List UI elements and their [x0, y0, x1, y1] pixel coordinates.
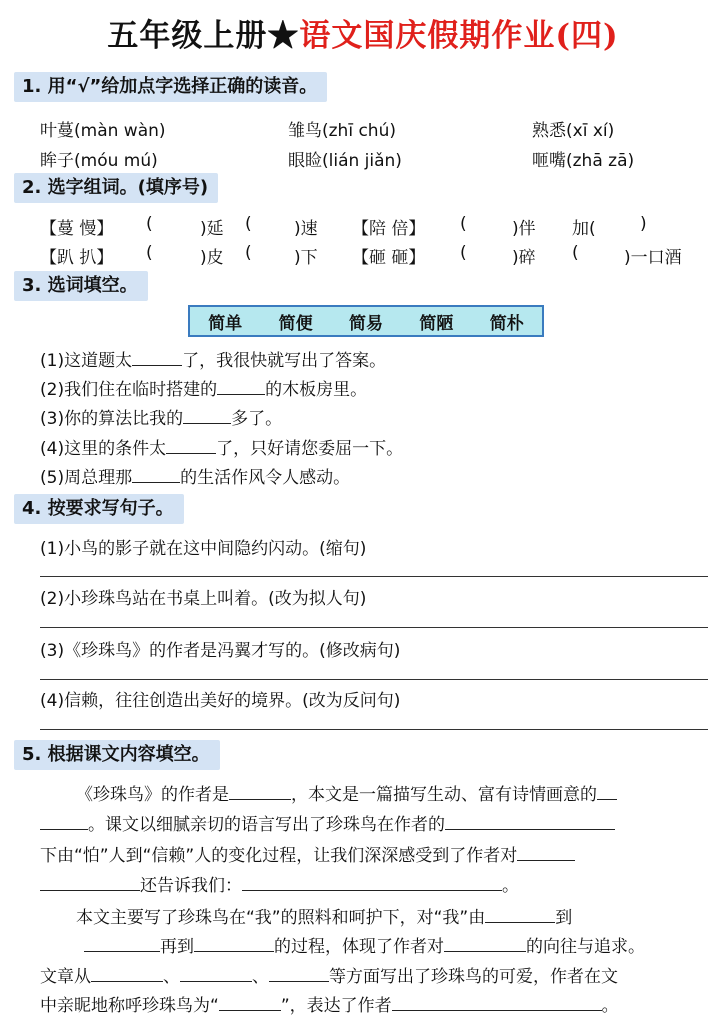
section-4-heading: 4. 按要求写句子。 [14, 494, 184, 524]
passage-line: 文章从 、 、 等方面写出了珍珠鸟的可爱，作者在文 [40, 967, 618, 987]
word-part: 加( [572, 219, 596, 239]
answer-blank[interactable] [445, 813, 615, 830]
page-title [0, 10, 726, 55]
word-part: )一口酒 [624, 248, 682, 268]
title-main: 语文国庆假期作业(四) [299, 18, 619, 54]
word-part: )皮 [200, 248, 224, 268]
pinyin-item: 叶蔓(màn wàn) [40, 121, 166, 141]
pinyin-item: 眼睑(lián jiǎn) [288, 151, 402, 171]
passage-line: 本文主要写了珍珠鸟在“我”的照料和呵护下，对“我”由 到 [76, 908, 573, 928]
rewrite-question: (2)小珍珠鸟站在书桌上叫着。(改为拟人句) [40, 589, 367, 609]
word-part: )伴 [512, 219, 536, 239]
fill-question: (1)这道题太 了，我很快就写出了答案。 [40, 351, 387, 371]
answer-blank[interactable] [269, 965, 329, 982]
word-part: )延 [200, 219, 224, 239]
fill-question: (3)你的算法比我的 多了。 [40, 409, 283, 429]
paren: ( [245, 243, 252, 263]
answer-blank[interactable] [392, 994, 602, 1011]
answer-line[interactable] [40, 729, 708, 730]
fill-question: (5)周总理那 的生活作风令人感动。 [40, 468, 351, 488]
word-part: )下 [294, 248, 318, 268]
section-2-heading: 2. 选字组词。(填序号) [14, 173, 218, 203]
char-pair: 【陪 倍】 [352, 219, 426, 239]
word-part: )速 [294, 219, 318, 239]
passage-line: 中亲昵地称呼珍珠鸟为“ ”，表达了作者 。 [40, 996, 619, 1016]
answer-line[interactable] [40, 576, 708, 577]
char-pair: 【砸 砸】 [352, 248, 426, 268]
answer-blank[interactable] [229, 783, 291, 800]
answer-blank[interactable] [485, 906, 555, 923]
answer-blank[interactable] [40, 813, 88, 830]
pinyin-item: 雏鸟(zhī chú) [288, 121, 396, 141]
word-bank-item: 简朴 [489, 313, 524, 334]
paren: ) [640, 214, 647, 234]
passage-line: 《珍珠鸟》的作者是 ，本文是一篇描写生动、富有诗情画意的 [76, 780, 726, 805]
answer-blank[interactable] [517, 844, 575, 861]
answer-blank[interactable] [132, 349, 182, 366]
answer-blank[interactable] [194, 935, 274, 952]
answer-blank[interactable] [180, 965, 252, 982]
answer-blank[interactable] [597, 783, 617, 800]
paren: ( [146, 243, 153, 263]
paren: ( [146, 214, 153, 234]
rewrite-question: (1)小鸟的影子就在这中间隐约闪动。(缩句) [40, 539, 367, 559]
fill-question: (2)我们住在临时搭建的 的木板房里。 [40, 380, 368, 400]
passage-line: 还告诉我们： 。 [40, 871, 710, 896]
paren: ( [572, 243, 579, 263]
paren: ( [460, 243, 467, 263]
word-bank-item: 简便 [278, 313, 313, 334]
passage-line: 再到 的过程，体现了作者对 的向往与追求。 [84, 932, 726, 957]
rewrite-question: (3)《珍珠鸟》的作者是冯翼才写的。(修改病句) [40, 641, 401, 661]
answer-blank[interactable] [40, 874, 140, 891]
answer-line[interactable] [40, 627, 708, 628]
pinyin-item: 咂嘴(zhā zā) [532, 151, 635, 171]
answer-blank[interactable] [217, 378, 265, 395]
pinyin-item: 熟悉(xī xí) [532, 121, 615, 141]
word-bank-item: 简陋 [419, 313, 454, 334]
answer-line[interactable] [40, 679, 708, 680]
answer-blank[interactable] [132, 466, 180, 483]
char-pair: 【蔓 慢】 [40, 219, 114, 239]
passage-line: 下由“怕”人到“信赖”人的变化过程，让我们深深感受到了作者对 [40, 841, 710, 866]
word-part: )碎 [512, 248, 536, 268]
char-pair: 【趴 扒】 [40, 248, 114, 268]
answer-blank[interactable] [242, 874, 502, 891]
answer-blank[interactable] [444, 935, 526, 952]
section-5-heading: 5. 根据课文内容填空。 [14, 740, 220, 770]
answer-blank[interactable] [84, 935, 160, 952]
answer-blank[interactable] [219, 994, 281, 1011]
section-3-heading: 3. 选词填空。 [14, 271, 148, 301]
passage-line: 。课文以细腻亲切的语言写出了珍珠鸟在作者的 [40, 810, 710, 835]
word-bank-item: 简单 [208, 313, 243, 334]
answer-blank[interactable] [91, 965, 163, 982]
pinyin-item: 眸子(móu mú) [40, 151, 158, 171]
answer-blank[interactable] [166, 437, 216, 454]
title-prefix: 五年级上册★ [107, 18, 300, 54]
rewrite-question: (4)信赖，往往创造出美好的境界。(改为反问句) [40, 691, 401, 711]
answer-blank[interactable] [183, 407, 231, 424]
section-1-heading: 1. 用“√”给加点字选择正确的读音。 [14, 72, 327, 102]
word-bank-item: 简易 [348, 313, 383, 334]
fill-question: (4)这里的条件太 了，只好请您委屈一下。 [40, 439, 404, 459]
paren: ( [245, 214, 252, 234]
word-bank [188, 305, 544, 337]
paren: ( [460, 214, 467, 234]
